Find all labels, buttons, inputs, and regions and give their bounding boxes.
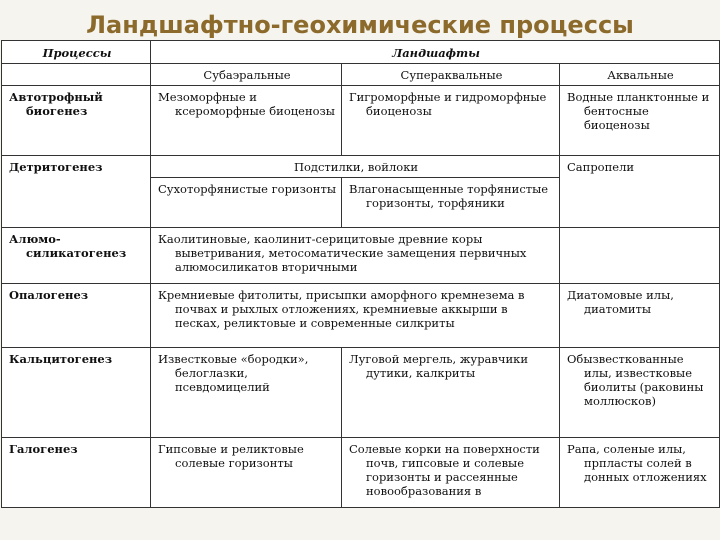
aqual-cell: Диатомовые илы, диатомиты bbox=[560, 284, 720, 348]
superaqual-cell: Гигроморфные и гидроморфные биоценозы bbox=[342, 86, 560, 156]
shared-cell: Подстилки, войлоки bbox=[151, 156, 560, 178]
table-subheader-row bbox=[2, 64, 720, 86]
shared-cell: Каолитиновые, каолинит-серицитовые древние коры выветривания, метосоматические замещения первичных алюмосиликатов вторичными bbox=[151, 228, 560, 284]
subaerial-cell: Мезоморфные и ксероморфные биоценозы bbox=[151, 86, 342, 156]
aqual-cell: Обызвесткованные илы, известковые биолиты (раковины моллюсков) bbox=[560, 348, 720, 438]
process-cell: Детритогенез bbox=[2, 156, 151, 228]
table-row bbox=[2, 348, 720, 438]
header-empty-cell bbox=[2, 64, 151, 86]
table-row bbox=[2, 284, 720, 348]
process-cell: Автотрофный биогенез bbox=[2, 86, 151, 156]
aqual-cell: Сапропели bbox=[560, 156, 720, 228]
header-subaerial: Субаэральные bbox=[151, 64, 342, 86]
table-row bbox=[2, 438, 720, 508]
superaqual-cell: Луговой мергель, журавчики дутики, калкриты bbox=[342, 348, 560, 438]
subaerial-cell: Сухоторфянистые горизонты bbox=[151, 178, 342, 228]
superaqual-cell: Влагонасыщенные торфянистые горизонты, торфяники bbox=[342, 178, 560, 228]
header-landscapes: Ландшафты bbox=[151, 41, 720, 64]
header-superaqual: Супераквальные bbox=[342, 64, 560, 86]
shared-cell: Кремниевые фитолиты, присыпки аморфного кремнезема в почвах и рыхлых отложениях, кремниевые аккырши в песках, реликтовые и современные силкриты bbox=[151, 284, 560, 348]
table-row bbox=[2, 156, 720, 178]
process-cell: Кальцитогенез bbox=[2, 348, 151, 438]
header-processes: Процессы bbox=[2, 41, 151, 64]
subaerial-cell: Гипсовые и реликтовые солевые горизонты bbox=[151, 438, 342, 508]
processes-table bbox=[1, 40, 720, 508]
aqual-cell: Водные планктонные и бентосные биоценозы bbox=[560, 86, 720, 156]
process-cell: Алюмо-силикатогенез bbox=[2, 228, 151, 284]
header-aqual: Аквальные bbox=[560, 64, 720, 86]
subaerial-cell: Известковые «бородки», белоглазки, псевдомицелий bbox=[151, 348, 342, 438]
page-title: Ландшафтно-геохимические процессы bbox=[86, 11, 634, 39]
aqual-cell: Рапа, соленые илы, прпласты солей в донных отложениях bbox=[560, 438, 720, 508]
table-row bbox=[2, 86, 720, 156]
superaqual-cell: Солевые корки на поверхности почв, гипсовые и солевые горизонты и рассеянные новообразования в bbox=[342, 438, 560, 508]
aqual-cell bbox=[560, 228, 720, 284]
process-cell: Опалогенез bbox=[2, 284, 151, 348]
table-header-row bbox=[2, 41, 720, 64]
process-cell: Галогенез bbox=[2, 438, 151, 508]
table-row bbox=[2, 228, 720, 284]
